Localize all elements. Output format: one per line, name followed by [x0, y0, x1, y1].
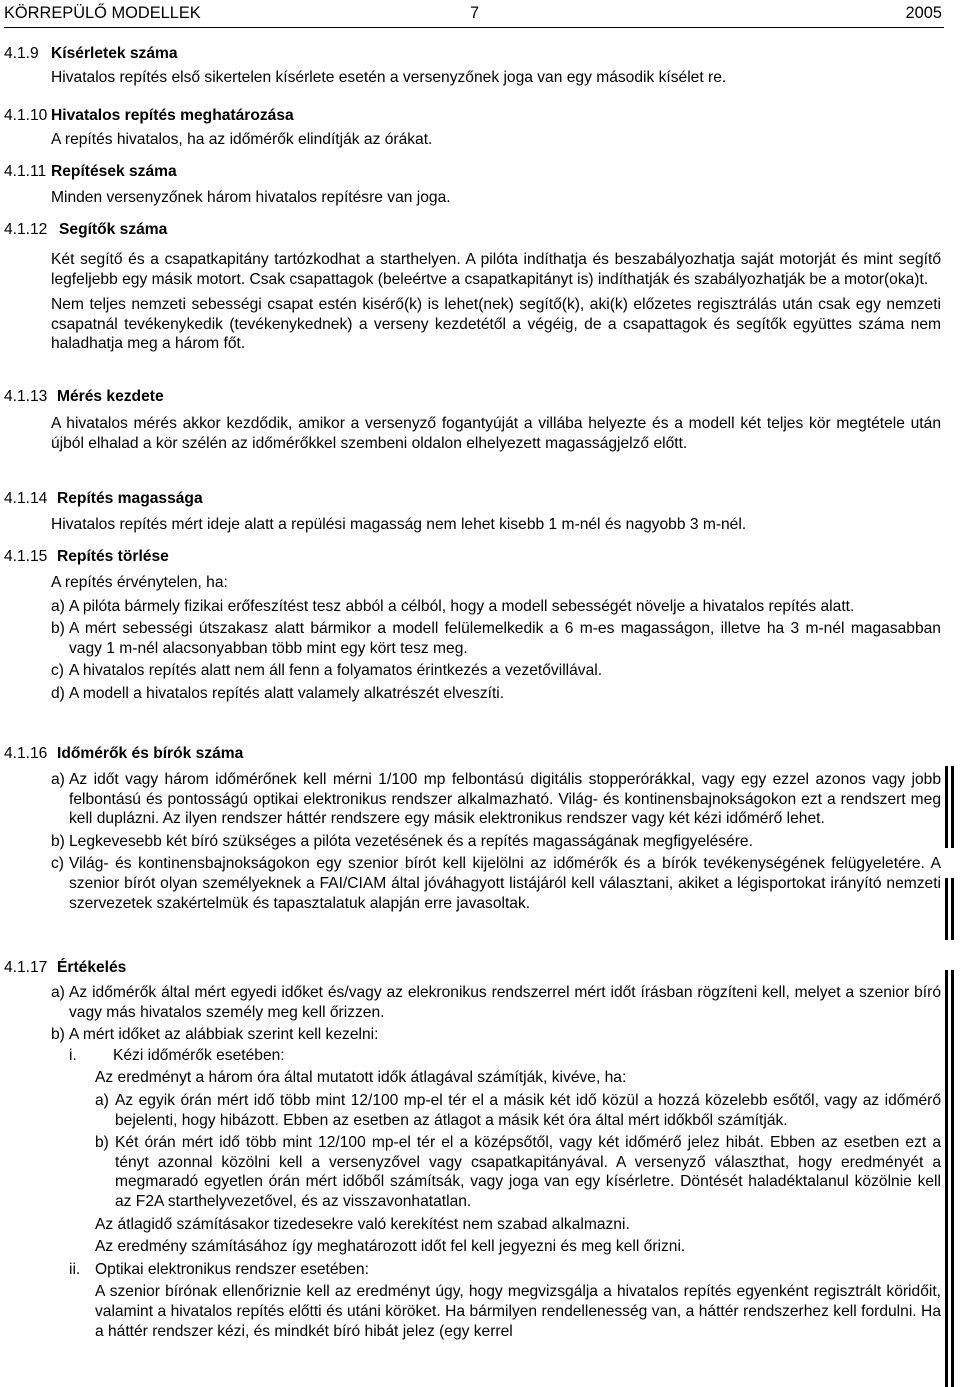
revision-change-bar	[945, 970, 948, 1387]
list-item	[51, 832, 941, 852]
list-item	[51, 983, 941, 1022]
header-divider	[4, 27, 944, 28]
header-title: KÖRREPÜLŐ MODELLEK	[4, 4, 201, 22]
paragraph: Két segítő és a csapatkapitány tartózkodhat a starthelyen. A pilóta indíthatja és beszabályozhatja saját motorját és mint segítő legfeljebb egy másik motort. Csak csapattagok (beleértve a csapatkapitányt is) indíthatják és szabályozhatják be a motor(oka)t.	[51, 251, 941, 288]
list-item-label: b)	[51, 832, 65, 850]
section-title: Hivatalos repítés meghatározása	[51, 107, 294, 124]
section-number: 4.1.12	[4, 221, 48, 238]
list-item	[51, 619, 941, 658]
section-number: 4.1.13	[4, 388, 48, 405]
list-item-text: Legkevesebb két bíró szükséges a pilóta vezetésének és a repítés magasságának megfigyelésére.	[69, 832, 753, 850]
list-item-text: A mért sebességi útszakasz alatt bármikor a modell felülemelkedik a 6 m-es magasságon, illetve ha 3 m-nél magasabban vagy 1 m-nél alacsonyabban több mint egy kört tesz meg.	[69, 620, 941, 657]
list-item-label: c)	[51, 855, 64, 873]
section-number: 4.1.10	[4, 107, 48, 124]
section-number: 4.1.15	[4, 548, 48, 565]
section-body	[51, 573, 941, 704]
subsection-i	[69, 1046, 941, 1066]
section-number: 4.1.11	[4, 163, 47, 180]
paragraph: Az átlagidő számításakor tizedesekre való kerekítést nem szabad alkalmazni.	[95, 1215, 630, 1233]
section-title: Időmérők és bírók száma	[57, 745, 244, 762]
list-item-text: Az időmérők által mért egyedi időket és/vagy az elekronikus rendszerrel mért időt írásban rögzíteni kell, melyet a szenior bíró vagy más hivatalos személy meg kell őrizzen.	[69, 984, 941, 1021]
section-text: Hivatalos repítés első sikertelen kísérlete esetén a versenyzőnek joga van egy második kísélet re.	[51, 69, 727, 86]
subsection-ii	[69, 1260, 941, 1280]
section-body	[51, 250, 941, 354]
list-item-label: a)	[51, 597, 65, 615]
section-text: A hivatalos mérés akkor kezdődik, amikor a versenyző fogantyúját a villába helyezte és a modell két teljes kör megtétele után újból elhalad a kör szélén az időmérőkkel szembeni oldalon elhelyezett magasságjelző előtt.	[51, 415, 941, 452]
section-title: Mérés kezdete	[57, 388, 164, 405]
header-page-number: 7	[470, 4, 480, 22]
list-item-text: Két órán mért idő több mint 12/100 mp-el tér el a középsőtől, vagy két időmérő jelez hibát. Ebben az esetben ezt a tényt azonnal közölni kell a versenyzővel vagy csapatkapitányával. A versenyző választhat, hogy eredményét a megmaradó egyetlen órán mért időből számítsák, vagy joga van egy kísérletre. Döntését haladéktalanul közölnie kell az F2A starthelyvezetővel, és az visszavonhatatlan.	[115, 1134, 941, 1210]
list-item-label: b)	[51, 620, 65, 638]
list-item-text: A modell a hivatalos repítés alatt valamely alkatrészét elveszíti.	[69, 684, 505, 702]
list-item	[51, 1025, 941, 1045]
section-title: Repítés törlése	[57, 548, 169, 565]
section-title: Kísérletek száma	[51, 45, 178, 62]
revision-change-bar	[945, 766, 948, 848]
revision-change-bar	[951, 878, 954, 940]
section-number: 4.1.9	[4, 45, 39, 62]
section-text: Hivatalos repítés mért ideje alatt a repülési magasság nem lehet kisebb 1 m-nél és nagyobb 3 m-nél.	[51, 516, 747, 533]
section-number: 4.1.17	[4, 959, 48, 976]
section-number: 4.1.16	[4, 745, 48, 762]
list-item-text: Az időt vagy három időmérőnek kell mérni 1/100 mp felbontású digitális stopperórákkal, vagy egy ezzel azonos vagy jobb felbontású és pontosságú optikai elektronikus rendszer alkalmazható. Világ- és kontinensbajnokságokon ezt a rendszert meg kell duplázni. Az ilyen rendszer háttér rendszere egy másik elektronikus rendszer vagy két kézi időmérő lehet.	[69, 771, 941, 828]
list-item-text: A hivatalos repítés alatt nem áll fenn a folyamatos érintkezés a vezetővillával.	[69, 662, 603, 680]
list-item-text: A pilóta bármely fizikai erőfeszítést tesz abból a célból, hogy a modell sebességét növelje a hivatalos repítés alatt.	[69, 597, 855, 615]
subsection-heading: Kézi időmérők esetében:	[113, 1046, 285, 1064]
list-item	[51, 597, 941, 617]
paragraph: A repítés érvénytelen, ha:	[51, 574, 228, 591]
list-item-label: b)	[51, 1026, 65, 1044]
list-item	[95, 1133, 941, 1211]
list-item-label: b)	[95, 1134, 109, 1152]
section-title: Segítők száma	[59, 221, 168, 238]
section-title: Értékelés	[57, 959, 127, 976]
section-body	[51, 770, 941, 913]
subsection-ii-body	[95, 1282, 941, 1341]
revision-change-bar	[951, 766, 954, 848]
subsection-i-body	[95, 1068, 941, 1256]
list-item-label: c)	[51, 662, 64, 680]
section-number: 4.1.14	[4, 490, 48, 507]
list-item	[51, 661, 941, 681]
section-body	[51, 983, 941, 1341]
list-item-text: Világ- és kontinensbajnokságokon egy szenior bírót kell kijelölni az időmérők és a bírók tevékenységének felügyeletére. A szenior bírót olyan személyeknek a FAI/CIAM által jóváhagyott listájáról kell választani, akiket a légisportokat irányító nemzeti szervezetek szakértelmük és tapasztalatuk alapján erre javasoltak.	[69, 855, 941, 912]
page-header	[4, 4, 942, 26]
subsection-label: ii.	[69, 1260, 81, 1278]
subsection-heading: Optikai elektronikus rendszer esetében:	[95, 1260, 369, 1278]
revision-change-bar	[951, 970, 954, 1387]
list-item	[51, 854, 941, 913]
list-item-label: d)	[51, 684, 65, 702]
list-item-label: a)	[95, 1091, 109, 1109]
paragraph: Nem teljes nemzeti sebességi csapat estén kisérő(k) is lehet(nek) segítő(k), aki(k) előzetes regisztrálás után csak egy nemzeti csapatnál tevékenykedik (tevékenykednek) a verseny kezdetétől a végéig, de a csapattagok és segítők együttes száma nem haladhatja meg a három főt.	[51, 296, 941, 353]
list-item-label: a)	[51, 984, 65, 1001]
section-title: Repítés magassága	[57, 490, 203, 507]
section-text: A repítés hivatalos, ha az időmérők elindítják az órákat.	[51, 131, 433, 148]
paragraph: Az eredményt a három óra által mutatott idők átlagával számítják, kivéve, ha:	[95, 1069, 627, 1087]
section-title: Repítések száma	[51, 163, 177, 180]
section-text: Minden versenyzőnek három hivatalos repítésre van joga.	[51, 189, 451, 206]
list-item	[95, 1091, 941, 1130]
paragraph: A szenior bírónak ellenőriznie kell az eredményt úgy, hogy megvizsgálja a hivatalos repítés egyenként regisztrált köridőit, valamint a hivatalos repítés előtti és utáni köröket. Ha bármilyen rendellenesség van, a háttér rendszerhez kell fordulni. Ha a háttér rendszer kézi, és mindkét bíró hibát jelez (egy kerrel	[95, 1283, 941, 1340]
paragraph: Az eredmény számításához így meghatározott időt fel kell jegyezni és meg kell őrizni.	[95, 1238, 686, 1256]
list-item-text: A mért időket az alábbiak szerint kell kezelni:	[69, 1026, 379, 1044]
list-item	[51, 770, 941, 829]
list-item-label: a)	[51, 771, 65, 788]
revision-change-bar	[945, 878, 948, 940]
list-item	[51, 684, 941, 704]
subsection-label: i.	[69, 1046, 77, 1064]
header-year: 2005	[905, 4, 942, 22]
list-item-text: Az egyik órán mért idő több mint 12/100 mp-el tér el a másik két idő közül a hozzá közelebb esőtől, vagy az időmérő bejelenti, hogy hibázott. Ebben az esetben az átlagot a másik két óra által mért időkből számítják.	[115, 1091, 941, 1129]
